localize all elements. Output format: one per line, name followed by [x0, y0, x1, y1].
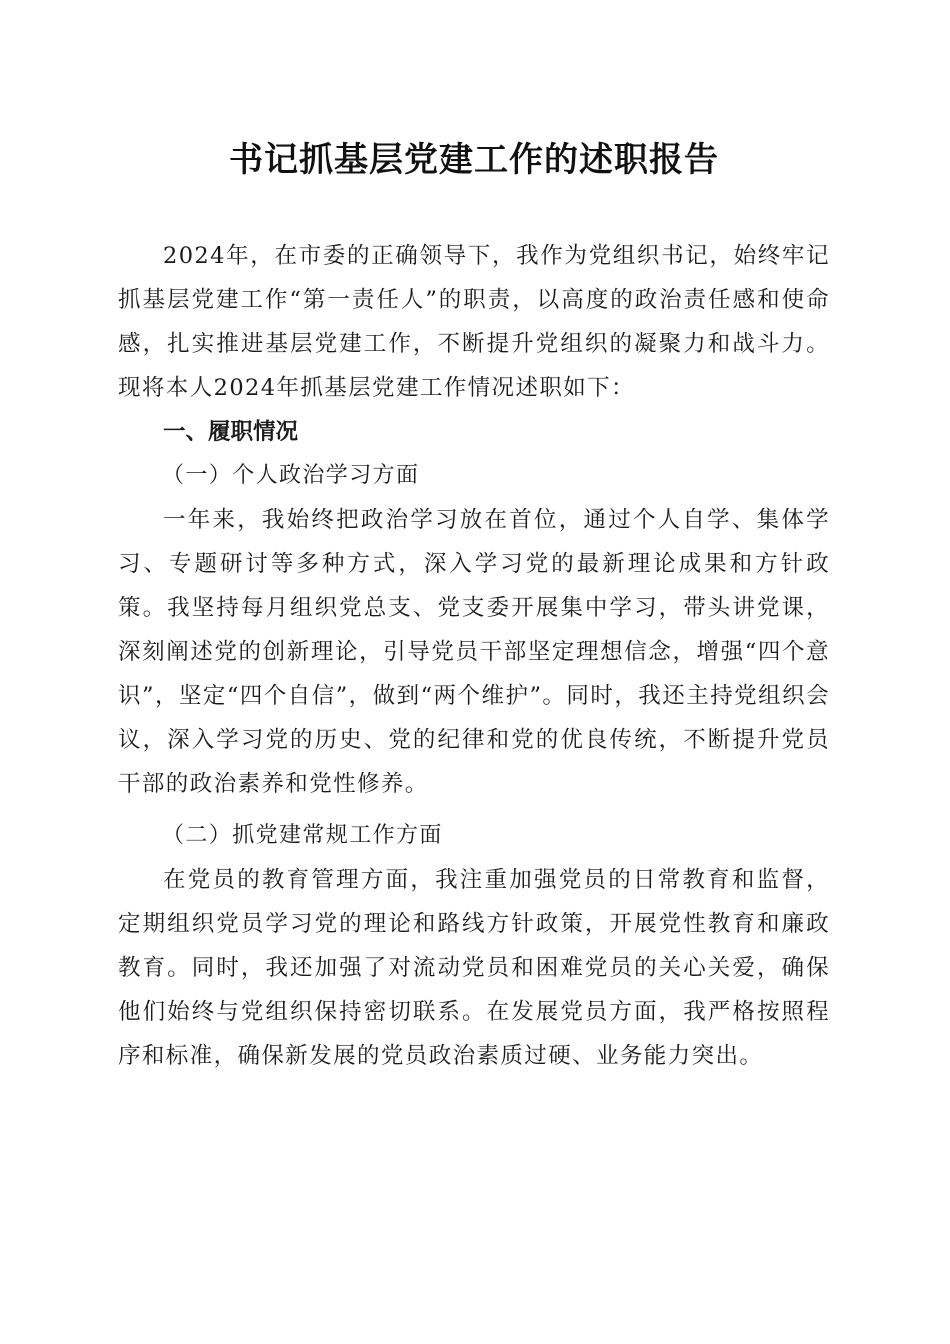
subsection-heading-political-study: （一）个人政治学习方面 [162, 463, 420, 488]
section-heading-performance: 一、履职情况 [163, 419, 299, 445]
document-page [118, 130, 830, 1078]
document-title: 书记抓基层党建工作的述职报告 [229, 140, 719, 180]
intro-paragraph: 2024年，在市委的正确领导下，我作为党组织书记，始终牢记抓基层党建工作“第一责任人”的职责，以高度的政治责任感和使命感，扎实推进基层党建工作，不断提升党组织的凝聚力和战斗力。现将本人2024年抓基层党建工作情况述职如下： [118, 243, 830, 401]
political-study-paragraph: 一年来，我始终把政治学习放在首位，通过个人自学、集体学习、专题研讨等多种方式，深入学习党的最新理论成果和方针政策。我坚持每月组织党总支、党支委开展集中学习，带头讲党课，深刻阐述党的创新理论，引导党员干部坚定理想信念，增强“四个意识”，坚定“四个自信”，做到“两个维护”。同时，我还主持党组织会议，深入学习党的历史、党的纪律和党的优良传统，不断提升党员干部的政治素养和党性修养。 [118, 507, 830, 797]
subsection-heading-routine-work: （二）抓党建常规工作方面 [162, 823, 443, 848]
routine-work-paragraph: 在党员的教育管理方面，我注重加强党员的日常教育和监督，定期组织党员学习党的理论和路线方针政策，开展党性教育和廉政教育。同时，我还加强了对流动党员和困难党员的关心关爱，确保他们始终与党组织保持密切联系。在发展党员方面，我严格按照程序和标准，确保新发展的党员政治素质过硬、业务能力突出。 [118, 867, 830, 1069]
